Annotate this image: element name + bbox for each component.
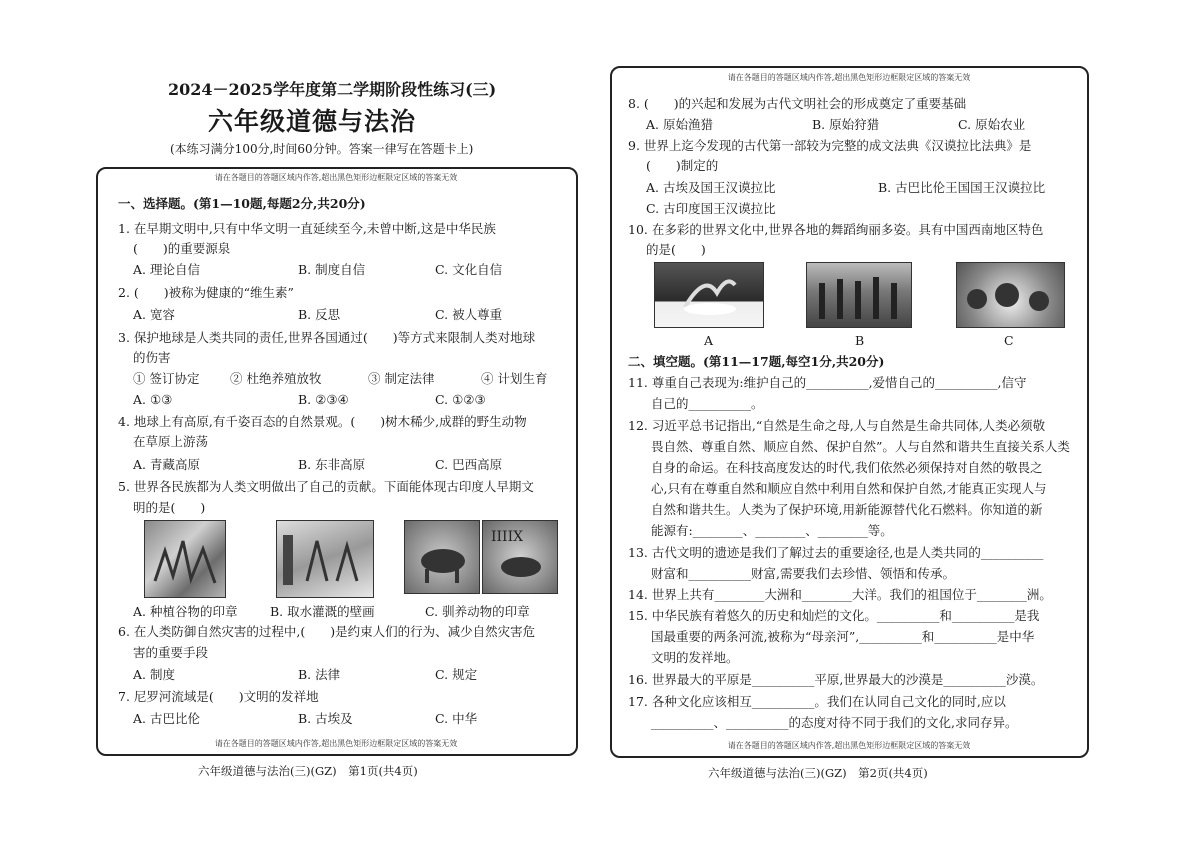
q1-option-c: C. 文化自信 bbox=[435, 262, 503, 277]
q1-option-b: B. 制度自信 bbox=[298, 262, 366, 277]
left-bottom-notice: 请在各题目的答题区域内作答,超出黑色矩形边框限定区域的答案无效 bbox=[214, 739, 458, 748]
subject-title: 六年级道德与法治 bbox=[208, 107, 417, 136]
q15-line-2: 国最重要的两条河流,被称为“母亲河”,__________和__________是中华 bbox=[651, 629, 1035, 644]
q12-line-6: 能源有:________、________、________等。 bbox=[651, 523, 893, 538]
q5-mural-irrigation-image bbox=[276, 520, 374, 598]
q5-option-b: B. 取水灌溉的壁画 bbox=[270, 604, 375, 619]
q6-option-a: A. 制度 bbox=[133, 667, 175, 682]
q2-option-a: A. 宽容 bbox=[133, 307, 175, 322]
q11-line-2: 自己的__________。 bbox=[651, 396, 764, 411]
right-top-notice: 请在各题目的答题区域内作答,超出黑色矩形边框限定区域的答案无效 bbox=[727, 73, 971, 82]
q5-option-a: A. 种植谷物的印章 bbox=[133, 604, 238, 619]
q16-line-1: 16. 世界最大的平原是__________平原,世界最大的沙漠是__________沙漠。 bbox=[628, 672, 1044, 687]
q8-option-b: B. 原始狩猎 bbox=[812, 117, 880, 132]
q3-item-3: ③ 制定法律 bbox=[368, 371, 435, 386]
right-bottom-notice: 请在各题目的答题区域内作答,超出黑色矩形边框限定区域的答案无效 bbox=[727, 741, 971, 750]
q6-option-b: B. 法律 bbox=[298, 667, 341, 682]
exam-title: 2024－2025学年度第二学期阶段性练习(三) bbox=[168, 80, 497, 99]
q5-stem-1: 5. 世界各民族都为人类文明做出了自己的贡献。下面能体现古印度人早期文 bbox=[118, 479, 534, 494]
q7-option-c: C. 中华 bbox=[435, 711, 478, 726]
q1-stem-2: ( )的重要源泉 bbox=[133, 241, 231, 256]
q1-stem-1: 1. 在早期文明中,只有中华文明一直延续至今,未曾中断,这是中华民族 bbox=[118, 221, 496, 236]
q4-option-b: B. 东非高原 bbox=[298, 457, 366, 472]
q9-option-c: C. 古印度国王汉谟拉比 bbox=[646, 201, 776, 216]
left-page-footer: 六年级道德与法治(三)(GZ) 第1页(共4页) bbox=[198, 764, 418, 778]
q6-stem-2: 害的重要手段 bbox=[133, 645, 209, 660]
svg-text:IIIIX: IIIIX bbox=[491, 529, 524, 545]
exam-note: (本练习满分100分,时间60分钟。答案一律写在答题卡上) bbox=[170, 142, 474, 156]
q3-stem-1: 3. 保护地球是人类共同的责任,世界各国通过( )等方式来限制人类对地球 bbox=[118, 330, 536, 345]
q10-stem-2: 的是( ) bbox=[646, 242, 706, 257]
q7-option-a: A. 古巴比伦 bbox=[133, 711, 200, 726]
q17-line-2: __________、__________的态度对待不同于我们的文化,求同存异。 bbox=[651, 715, 1018, 730]
q3-item-2: ② 杜绝养殖放牧 bbox=[230, 371, 322, 386]
q17-line-1: 17. 各种文化应该相互__________。我们在认同自己文化的同时,应以 bbox=[628, 694, 1006, 709]
q7-option-b: B. 古埃及 bbox=[298, 711, 353, 726]
q10-option-b: B bbox=[855, 333, 865, 348]
q12-line-4: 心,只有在尊重自然和顺应自然中利用自然和保护自然,才能真正实现人与 bbox=[651, 481, 1047, 496]
q12-line-1: 12. 习近平总书记指出,“自然是生命之母,人与自然是生命共同体,人类必须敬 bbox=[628, 418, 1046, 433]
q14-line-1: 14. 世界上共有________大洲和________大洋。我们的祖国位于________洲。 bbox=[628, 587, 1052, 602]
q9-option-a: A. 古埃及国王汉谟拉比 bbox=[646, 180, 776, 195]
q5-stem-2: 明的是( ) bbox=[133, 500, 206, 515]
q5-seal-animal-image-2 bbox=[482, 520, 558, 594]
q9-option-b: B. 古巴比伦王国国王汉谟拉比 bbox=[878, 180, 1046, 195]
q6-option-c: C. 规定 bbox=[435, 667, 478, 682]
q5-option-c: C. 驯养动物的印章 bbox=[425, 604, 530, 619]
left-top-notice: 请在各题目的答题区域内作答,超出黑色矩形边框限定区域的答案无效 bbox=[214, 173, 458, 182]
q3-option-b: B. ②③④ bbox=[298, 392, 349, 407]
q5-seal-animal-image-1 bbox=[404, 520, 480, 594]
q10-dance-image-c bbox=[956, 262, 1065, 328]
q8-stem: 8. ( )的兴起和发展为古代文明社会的形成奠定了重要基础 bbox=[628, 96, 967, 111]
q15-line-3: 文明的发祥地。 bbox=[651, 650, 739, 665]
q10-option-c: C bbox=[1004, 333, 1014, 348]
q10-dance-image-b bbox=[806, 262, 912, 328]
q5-seal-grain-image bbox=[144, 520, 226, 598]
q1-option-a: A. 理论自信 bbox=[133, 262, 200, 277]
q3-stem-2: 的伤害 bbox=[133, 350, 171, 365]
q3-option-c: C. ①②③ bbox=[435, 392, 486, 407]
section1-heading: 一、选择题。(第1—10题,每题2分,共20分) bbox=[118, 196, 366, 211]
q12-line-5: 自然和谐共生。人类为了保护环境,用新能源替代化石燃料。你知道的新 bbox=[651, 502, 1043, 517]
q10-dance-image-a bbox=[654, 262, 764, 328]
q12-line-3: 自身的命运。在科技高度发达的时代,我们依然必须保持对自然的敬畏之 bbox=[651, 460, 1043, 475]
q3-option-a: A. ①③ bbox=[133, 392, 173, 407]
q13-line-2: 财富和__________财富,需要我们去珍惜、领悟和传承。 bbox=[651, 566, 955, 581]
q9-stem-1: 9. 世界上迄今发现的古代第一部较为完整的成文法典《汉谟拉比法典》是 bbox=[628, 138, 1032, 153]
q13-line-1: 13. 古代文明的遗迹是我们了解过去的重要途径,也是人类共同的__________ bbox=[628, 545, 1044, 560]
q4-option-a: A. 青藏高原 bbox=[133, 457, 200, 472]
q8-option-a: A. 原始渔猎 bbox=[646, 117, 713, 132]
q3-item-1: ① 签订协定 bbox=[133, 371, 200, 386]
q2-option-b: B. 反思 bbox=[298, 307, 341, 322]
q3-item-4: ④ 计划生育 bbox=[481, 371, 548, 386]
q10-option-a: A bbox=[704, 333, 714, 348]
q4-option-c: C. 巴西高原 bbox=[435, 457, 503, 472]
q12-line-2: 畏自然、尊重自然、顺应自然、保护自然”。人与自然和谐共生直接关系人类 bbox=[651, 439, 1070, 454]
q10-stem-1: 10. 在多彩的世界文化中,世界各地的舞蹈绚丽多姿。具有中国西南地区特色 bbox=[628, 222, 1044, 237]
q7-stem: 7. 尼罗河流域是( )文明的发祥地 bbox=[118, 689, 319, 704]
q8-option-c: C. 原始农业 bbox=[958, 117, 1026, 132]
q11-line-1: 11. 尊重自己表现为:维护自己的__________,爱惜自己的__________,信守 bbox=[628, 375, 1027, 390]
right-page-footer: 六年级道德与法治(三)(GZ) 第2页(共4页) bbox=[708, 766, 928, 780]
q9-stem-2: ( )制定的 bbox=[646, 158, 719, 173]
q2-stem: 2. ( )被称为健康的“维生素” bbox=[118, 285, 294, 300]
q2-option-c: C. 被人尊重 bbox=[435, 307, 503, 322]
q15-line-1: 15. 中华民族有着悠久的历史和灿烂的文化。__________和__________是我 bbox=[628, 608, 1040, 623]
q4-stem-2: 在草原上游荡 bbox=[133, 434, 209, 449]
q6-stem-1: 6. 在人类防御自然灾害的过程中,( )是约束人们的行为、减少自然灾害危 bbox=[118, 624, 536, 639]
section2-heading: 二、填空题。(第11—17题,每空1分,共20分) bbox=[628, 354, 885, 369]
q4-stem-1: 4. 地球上有高原,有千姿百态的自然景观。( )树木稀少,成群的野生动物 bbox=[118, 414, 527, 429]
